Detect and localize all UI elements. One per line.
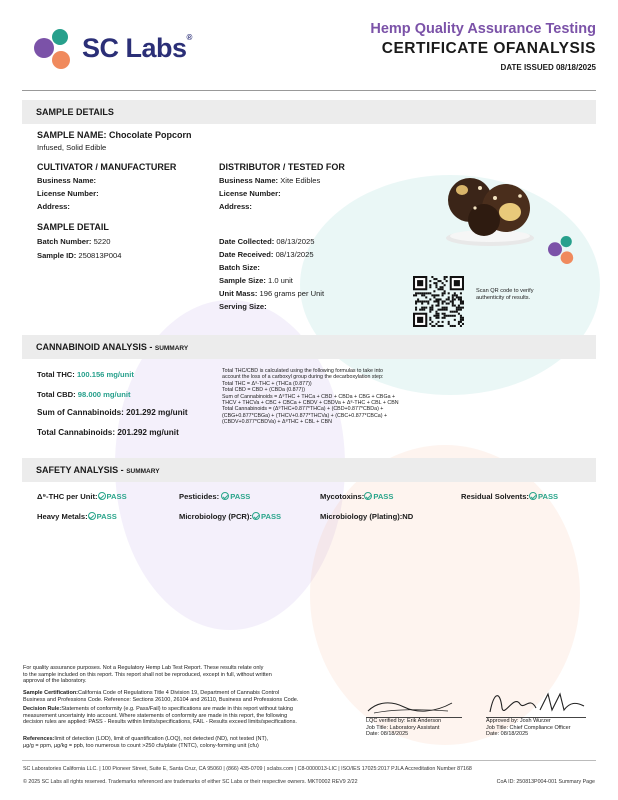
report-title: Hemp Quality Assurance Testing [370,21,596,37]
sc-labs-small-logo-icon [548,235,576,265]
disclaimer: For quality assurance purposes. Not a Regulatory Hemp Lab Test Report. These results relate only to the sample included on this report. This report shall not be reproduced, except in full, without written approval of the laboratory. [23,665,272,685]
pass-check-icon [221,492,229,500]
cultivator-business-name-label: Business Name: [37,176,97,185]
safety-residual-solvents: Residual Solvents: PASS [461,492,559,501]
unit-mass: Unit Mass: 196 grams per Unit [219,289,325,298]
pass-check-icon [252,512,260,520]
lqc-verifier: LQC verified by: Erik Anderson Job Title: Laboratory Assistant Date: 08/18/2025 [366,718,442,737]
signature-erik-anderson [364,697,456,717]
pass-check-icon [529,492,537,500]
references: References:limit of detection (LOD), limit of quantification (LOQ), not detected (ND), not tested (NT), µg/g = ppm, µg/kg = ppb, too numerous to count >250 cfu/plate (TNTC), colony-forming unit (cfu) [23,736,269,749]
batch-number: Batch Number: 5220 [37,237,111,246]
logo-wordmark: SC Labs® [82,33,192,63]
coa-id: CoA ID: 250813P004-001 Summary Page [496,779,595,785]
pass-check-icon [98,492,106,500]
total-cbd: Total CBD: 98.000 mg/unit [37,390,131,399]
sample-certification: Sample Certification:California Code of Regulations Title 4 Division 19, Department of Cannabis Control Business and Professions Code. Reference: Sections 26100, 26104 and 26110, Business and Professions Code. [23,690,299,703]
sum-of-cannabinoids: Sum of Cannabinoids: 201.292 mg/unit [37,408,188,417]
safety-mycotoxins: Mycotoxins: PASS [320,492,394,501]
serving-size-label: Serving Size: [219,302,267,311]
sample-type: Infused, Solid Edible [37,143,107,152]
safety-analysis-bar: SAFETY ANALYSIS - SUMMARY [22,458,596,482]
total-thc: Total THC: 100.156 mg/unit [37,370,134,379]
cannabinoid-analysis-bar: CANNABINOID ANALYSIS - SUMMARY [22,335,596,359]
safety-heavy-metals: Heavy Metals: PASS [37,512,117,521]
copyright: © 2025 SC Labs all rights reserved. Trademarks referenced are trademarks of either SC Labs or their respective owners. MKT0002 REV9 2/22 [23,779,358,785]
sample-id: Sample ID: 250813P004 [37,251,122,260]
date-received: Date Received: 08/13/2025 [219,250,314,259]
sample-size: Sample Size: 1.0 unit [219,276,293,285]
sc-labs-logo-icon [34,28,74,70]
sample-details-bar: SAMPLE DETAILS [22,100,596,124]
sample-name: SAMPLE NAME: Chocolate Popcorn [37,130,192,140]
safety-microbiology-pcr: Microbiology (PCR): PASS [179,512,282,521]
safety-microbiology-plating: Microbiology (Plating):ND [320,512,414,521]
lab-contact-info: SC Laboratories California LLC. | 100 Pioneer Street, Suite E, Santa Cruz, CA 95060 | (866) 435-0709 | sclabs.com | C8-0000013-LIC | ISO/IES 17025:2017 PJLA Accreditation Number 87168 [23,766,472,772]
batch-size-label: Batch Size: [219,263,260,272]
decision-rule: Decision Rule:Statements of conformity (e.g. Pass/Fail) to specifications are made in this report without taking measurement uncertainty into account. Where statements of conformity are made in this report, the following decision rules are applied: PASS - Results within limits/specifications, FAIL - Results exceed limits/specifications. [23,706,297,726]
qr-code-icon[interactable] [413,276,464,327]
sample-detail-heading: SAMPLE DETAIL [37,222,109,232]
approver: Approved by: Josh Wurzer Job Title: Chief Compliance Officer Date: 08/18/2025 [486,718,571,737]
distributor-address-label: Address: [219,202,252,211]
cannabinoid-formulas: Total THC/CBD is calculated using the following formulas to take into account the loss of a carboxyl group during the decarboxylation step: Total THC = Δ⁹-THC + (THCa (0.877)) Total CBD = CBD + (CBDa (0.877)) Sum of Cannabinoids = Δ⁹THC + THCa + CBD + CBDa + CBG + CBGa + THCV + THCVa + CBC + CBCa + CBDV + CBDVa + Δ⁸-THC + CBL + CBN Total Cannabinoids = (Δ⁹THC+0.877*THCa) + (CBD+0.877*CBDa) + (CBG+0.877*CBGa) + (THCV+0.877*THCVa) + (CBC+0.877*CBCa) + (CBDV+0.877*CBDVa) + Δ⁸THC + CBL + CBN [222,368,399,426]
date-collected: Date Collected: 08/13/2025 [219,237,315,246]
total-cannabinoids: Total Cannabinoids: 201.292 mg/unit [37,428,179,437]
cultivator-heading: CULTIVATOR / MANUFACTURER [37,162,177,172]
cultivator-license-label: License Number: [37,189,99,198]
footer-divider [22,760,596,761]
safety-thc-per-unit: Δ⁹-THC per Unit: PASS [37,492,127,501]
date-issued: DATE ISSUED 08/18/2025 [500,63,596,72]
distributor-license-label: License Number: [219,189,281,198]
safety-pesticides: Pesticides: PASS [179,492,251,501]
product-photo [440,168,538,250]
distributor-business-name: Business Name: Xite Edibles [219,176,321,185]
distributor-heading: DISTRIBUTOR / TESTED FOR [219,162,345,172]
header-divider [22,90,596,91]
pass-check-icon [364,492,372,500]
cultivator-address-label: Address: [37,202,70,211]
certificate-title: CERTIFICATE OFANALYSIS [381,40,596,57]
signature-josh-wurzer [484,688,590,718]
qr-caption: Scan QR code to verify authenticity of results. [476,288,534,301]
pass-check-icon [88,512,96,520]
